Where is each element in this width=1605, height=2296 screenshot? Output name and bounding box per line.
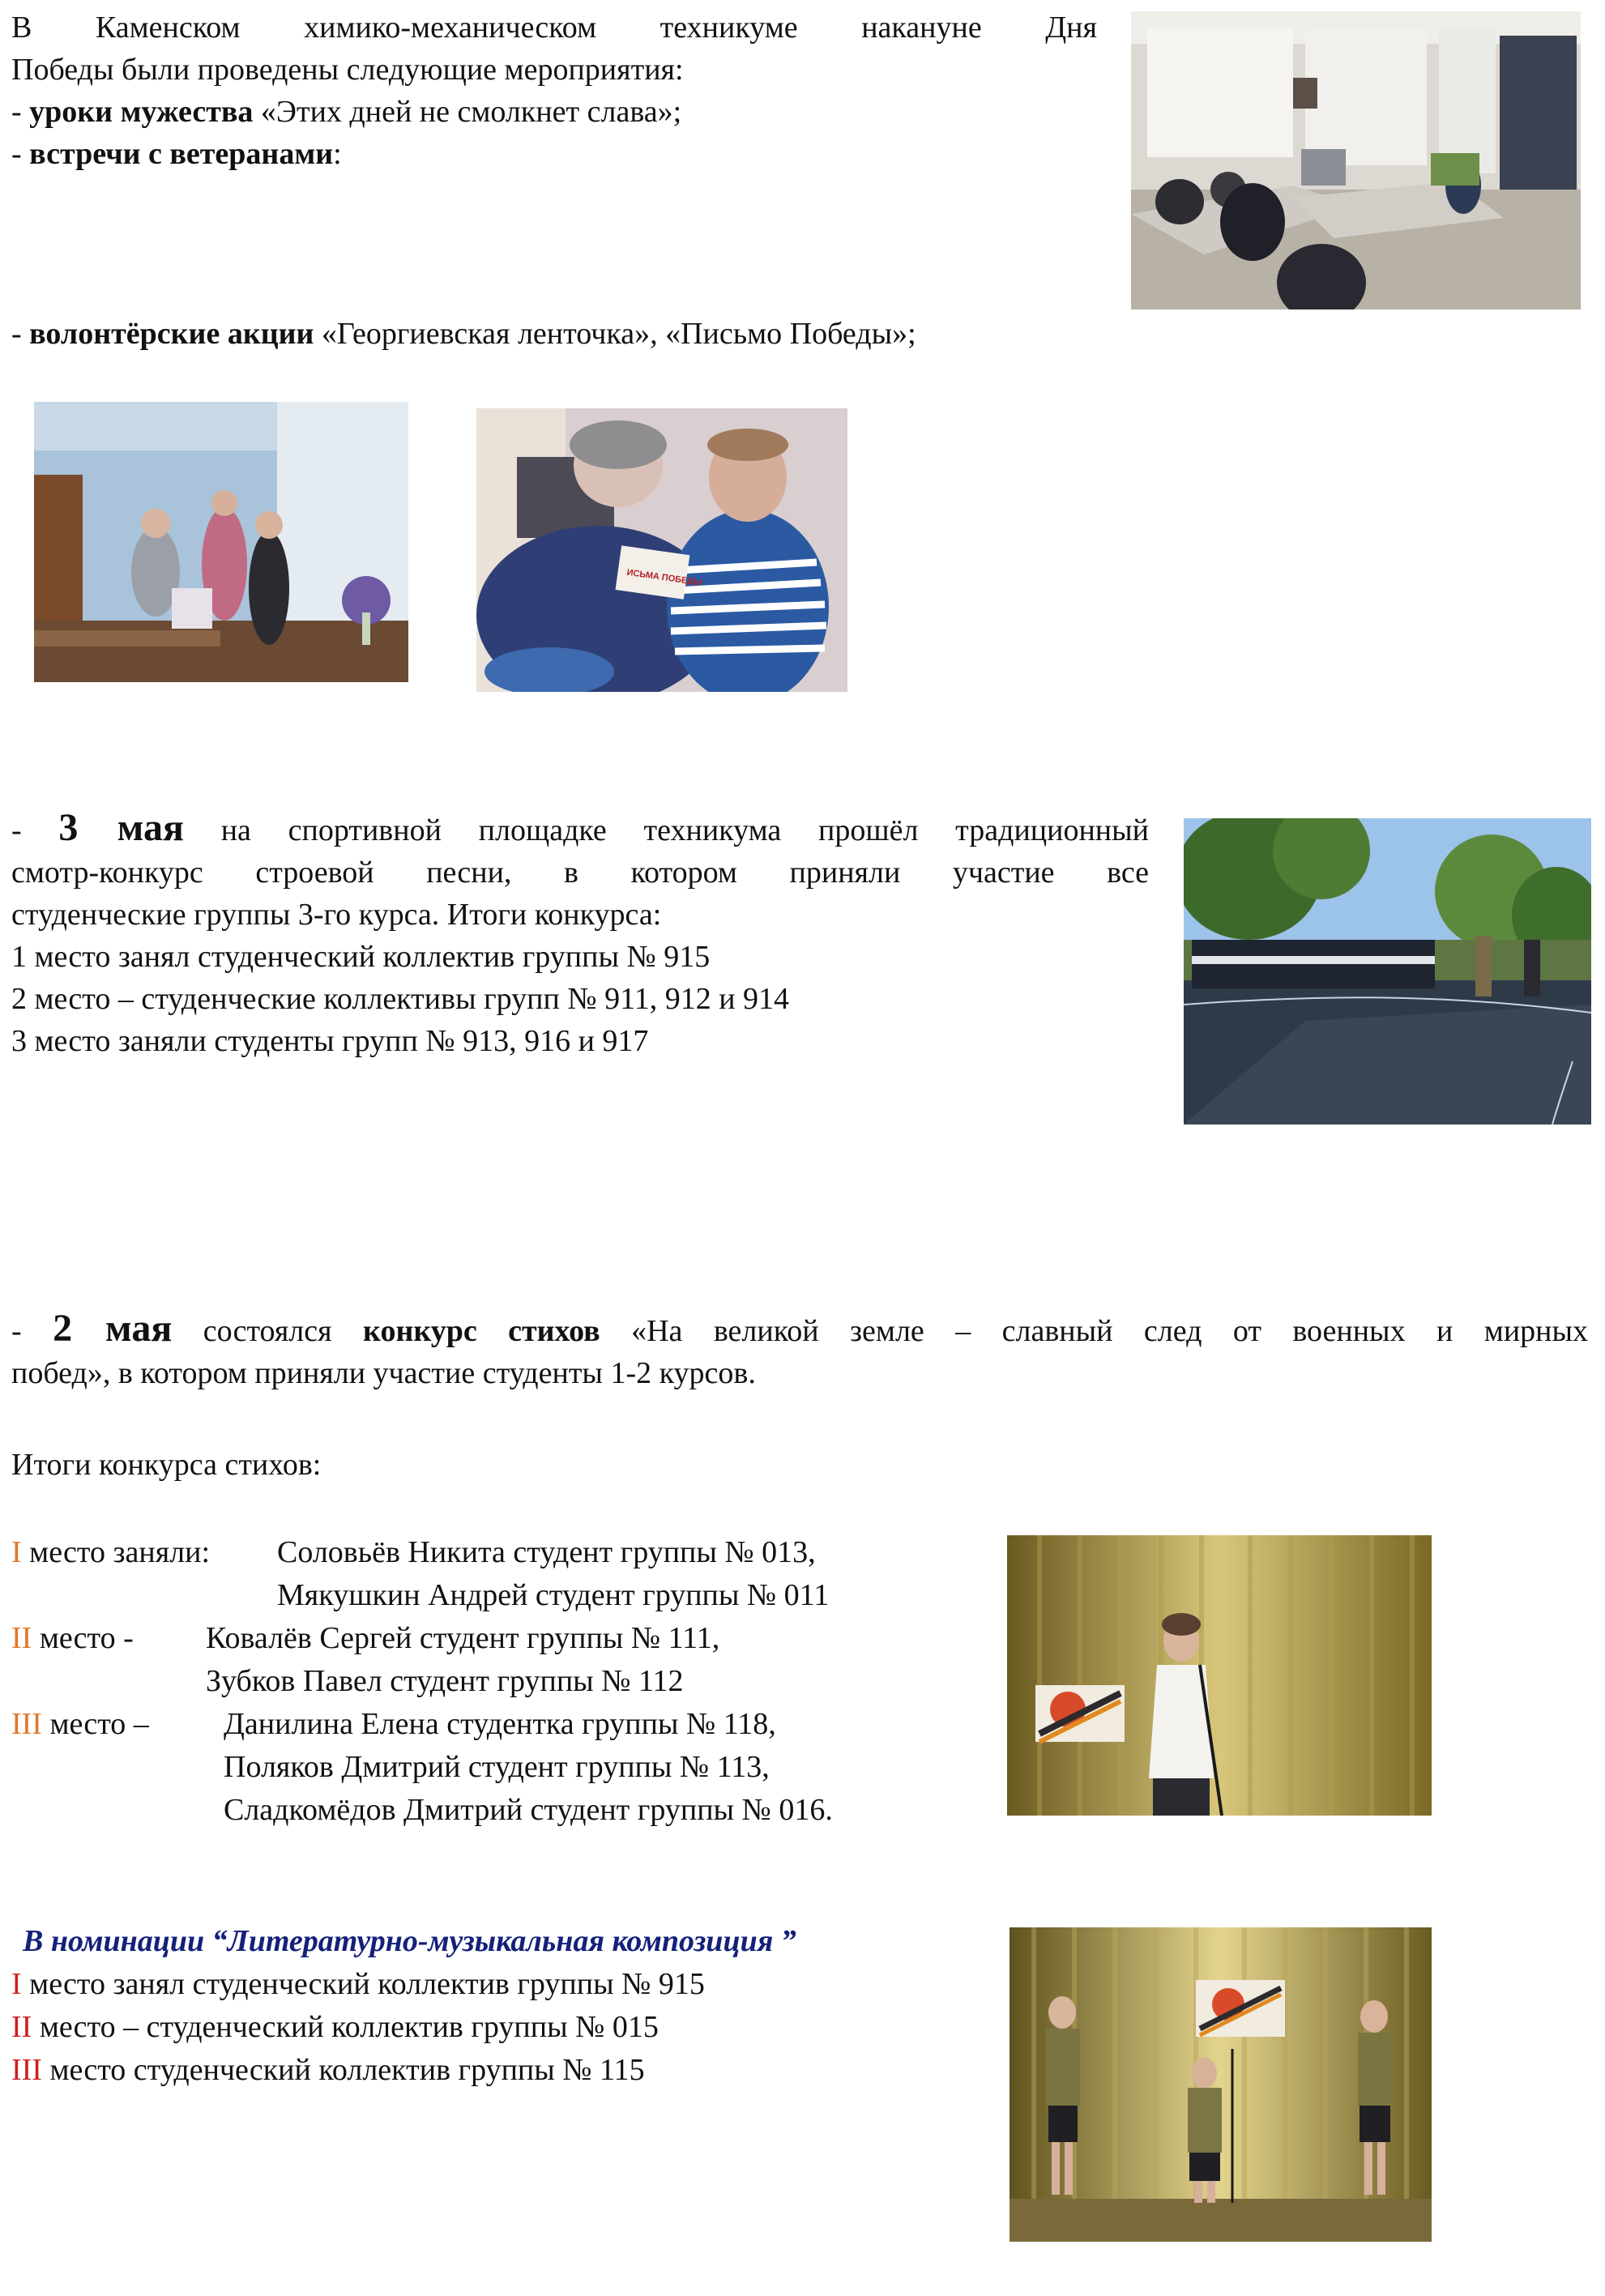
poem-place-1-label: I место заняли: [11, 1535, 211, 1569]
intro-line-2: Победы были проведены следующие мероприятия: [11, 53, 684, 87]
nomination-title: В номинации “Литературно-музыкальная композиция ” [23, 1924, 796, 1958]
poem-contest-block [11, 1308, 1588, 1394]
song-result-1: 1 место занял студенческий коллектив группы № 915 [11, 940, 711, 974]
classroom-lesson-photo [1131, 11, 1581, 309]
volunteer-item: - волонтёрские акции «Георгиевская ленточка», «Письмо Победы»; [11, 317, 916, 351]
intro-block [11, 6, 1097, 175]
poem-place-2-name-2: Зубков Павел студент группы № 112 [206, 1664, 684, 1698]
poem-place-3-name-3: Сладкомёдов Дмитрий студент группы № 016. [224, 1793, 833, 1827]
song-contest-line-1: - 3 мая на спортивной площадке техникума прошёл традиционный [11, 806, 1149, 849]
poem-place-1-name-2: Мякушкин Андрей студент группы № 011 [277, 1578, 830, 1612]
poem-place-2-name-1: Ковалёв Сергей студент группы № 111, [206, 1621, 720, 1655]
musical-composition-photo [1010, 1927, 1432, 2242]
meetings-item: - встречи с ветеранами: [11, 137, 342, 171]
veteran-meeting-photo [34, 402, 408, 682]
poem-place-3-name-1: Данилина Елена студентка группы № 118, [224, 1707, 776, 1741]
song-result-2: 2 место – студенческие коллективы групп № 911, 912 и 914 [11, 982, 790, 1016]
poem-place-1-name-1: Соловьёв Никита студент группы № 013, [277, 1535, 816, 1569]
song-contest-line-2: смотр-конкурс строевой песни, в котором приняли участие все [11, 856, 1150, 890]
victory-letter-photo [476, 408, 847, 692]
nomination-result-3: III место студенческий коллектив группы № 115 [11, 2053, 645, 2087]
poem-contest-line-2: побед», в котором приняли участие студенты 1-2 курсов. [11, 1356, 756, 1390]
song-contest-block [11, 807, 1149, 1062]
nomination-result-2: II место – студенческий коллектив группы № 015 [11, 2010, 659, 2044]
lessons-item: - уроки мужества «Этих дней не смолкнет слава»; [11, 95, 682, 129]
poem-results-title: Итоги конкурса стихов: [11, 1448, 322, 1482]
poem-reader-photo [1007, 1535, 1432, 1816]
poem-contest-line-1: - 2 мая состоялся конкурс стихов «На великой земле – славный след от военных и мирных [11, 1307, 1589, 1350]
nomination-result-1: I место занял студенческий коллектив группы № 915 [11, 1967, 705, 2001]
poem-place-2-label: II место - [11, 1621, 134, 1655]
parade-ground-photo [1184, 818, 1591, 1125]
poem-place-3-name-2: Поляков Дмитрий студент группы № 113, [224, 1750, 770, 1784]
intro-line-1: В Каменском химико-механическом техникуме накануне Дня [11, 11, 1097, 45]
song-contest-line-3: студенческие группы 3-го курса. Итоги конкурса: [11, 898, 662, 932]
song-result-3: 3 место заняли студенты групп № 913, 916 и 917 [11, 1024, 649, 1058]
poem-place-3-label: III место – [11, 1707, 149, 1741]
svg-text:ИСЬМА ПОБЕДЫ: ИСЬМА ПОБЕДЫ [625, 567, 703, 588]
